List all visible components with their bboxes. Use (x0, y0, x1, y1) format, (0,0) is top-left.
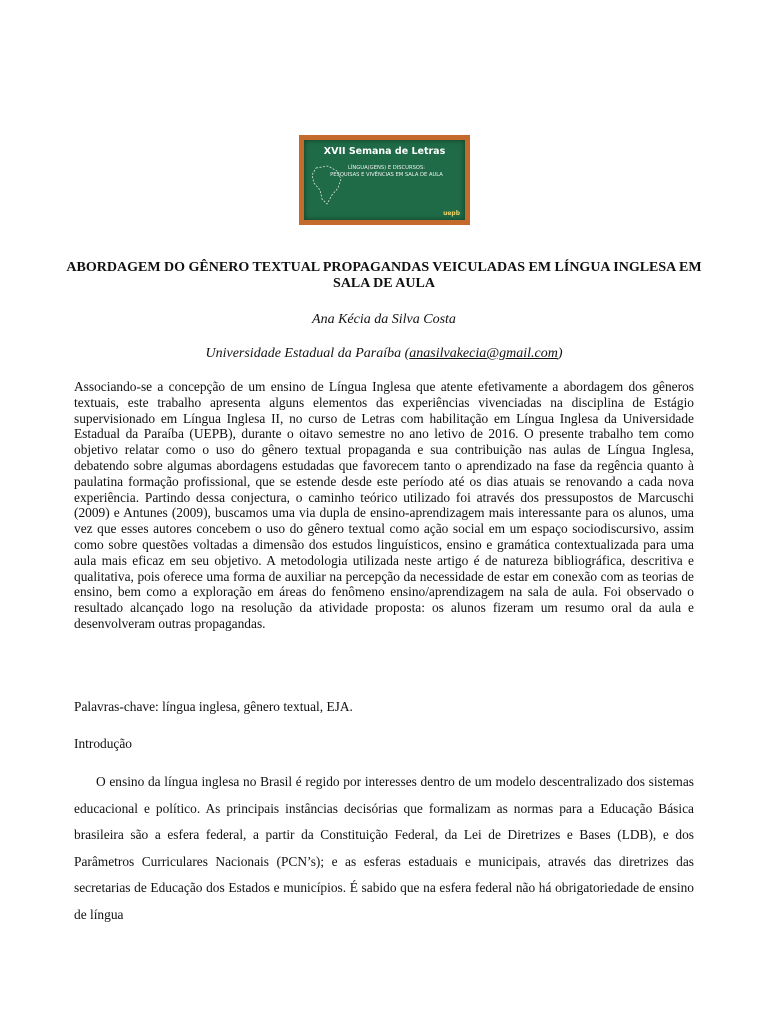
body-paragraph: O ensino da língua inglesa no Brasil é regido por interesses dentro de um modelo descentralizado dos sistemas educacional e político. As principais instâncias decisórias que formalizam as normas para a Educação Básica brasileira são a esfera federal, a partir da Constituição Federal, da Lei de Diretrizes e Bases (LDB), e dos Parâmetros Curriculares Nacionais (PCN’s); e as esferas estaduais e municipais, através das diretrizes das secretarias de Educação dos Estados e municípios. É sabido que na esfera federal não há obrigatoriedade de ensino de língua (74, 774, 694, 922)
banner-subtitle-line2: PESQUISAS E VIVÊNCIAS EM SALA DE AULA (330, 172, 443, 178)
affiliation: Universidade Estadual da Paraíba (205, 346, 402, 361)
keywords: Palavras-chave: língua inglesa, gênero textual, EJA. (74, 699, 353, 714)
event-banner (299, 135, 470, 225)
chalkboard (304, 140, 465, 220)
section-heading: Introdução (74, 736, 133, 751)
paper-title: ABORDAGEM DO GÊNERO TEXTUAL PROPAGANDAS VEICULADAS EM LÍNGUA INGLESA EM SALA DE AULA (66, 260, 702, 291)
author-name: Ana Kécia da Silva Costa (312, 312, 456, 327)
banner-title: XVII Semana de Letras (323, 146, 446, 157)
affiliation-line: Universidade Estadual da Paraíba (anasilvakecia@gmail.com) (205, 346, 563, 361)
university-logo: uepb (443, 210, 460, 217)
author-email-link[interactable]: anasilvakecia@gmail.com (409, 346, 558, 361)
abstract-paragraph: Associando-se a concepção de um ensino de Língua Inglesa que atente efetivamente a abordagem dos gêneros textuais, este trabalho apresenta alguns elementos das experiências vivenciadas na disciplina de Estágio supervisionado em Língua Inglesa II, no curso de Letras com habilitação em Língua Inglesa da Universidade Estadual da Paraíba (UEPB), durante o oitavo semestre no ano letivo de 2016. O presente trabalho tem como objetivo relatar como o uso do gênero textual propaganda e sua contribuição nas aulas de Língua Inglesa, debatendo sobre algumas abordagens estudadas que favorecem tanto o aprendizado na fase da regência quanto à paulatina formação profissional, que se estende desde este período até os dias atuais se renovando a cada nova experiência. Partindo dessa conjectura, o caminho teórico utilizado foi através dos pressupostos de Marcuschi (2009) e Antunes (2009), buscamos uma via dupla de ensino-aprendizagem mais interessante para os alunos, uma vez que esses autores concebem o uso do gênero textual como ação social em um espaço sociodiscursivo, assim como sobre questões voltadas a dimensão dos estudos linguísticos, ensino e gramática contextualizada para uma aula mais eficaz em seu objetivo. A metodologia utilizada neste artigo é de natureza bibliográfica, descritiva e qualitativa, pois oferece uma forma de auxiliar na percepção da necessidade de estar em conexão com as teorias de ensino, bem como a exploração em áreas do fenômeno ensino/aprendizagem na sala de aula. Foi observado o resultado alcançado logo na resolução da atividade proposta: os alunos fizeram um resumo oral da aula e desenvolveram outras propagandas. (74, 379, 694, 631)
banner-subtitle-line1: LÍNGUA(GENS) E DISCURSOS: (347, 165, 426, 171)
